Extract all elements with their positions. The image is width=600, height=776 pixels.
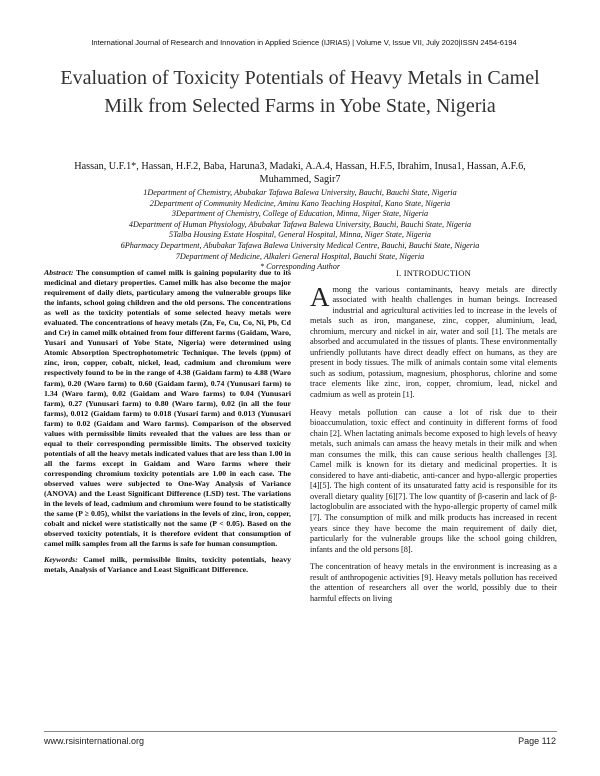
footer-page-number: Page 112 bbox=[518, 736, 556, 746]
footer-divider bbox=[44, 731, 557, 732]
drop-cap: A bbox=[310, 281, 330, 312]
introduction-column bbox=[310, 268, 557, 611]
corresponding-author-note: * Corresponding Author bbox=[259, 262, 341, 272]
affiliation-7: 7Department of Medicine, Alkaleri General Hospital, Bauchi State, Nigeria bbox=[175, 251, 425, 261]
affiliation-6: 6Pharmacy Department, Abubakar Tafawa Balewa University Medical Centre, Bauchi, Bauchi State, Nigeria bbox=[120, 240, 480, 250]
affiliation-2: 2Department of Community Medicine, Aminu Kano Teaching Hospital, Kano State, Nigeria bbox=[149, 198, 451, 208]
footer-website: www.rsisinternational.org bbox=[44, 736, 145, 746]
abstract-label: Abstract: bbox=[44, 268, 74, 277]
keywords bbox=[44, 555, 291, 575]
affiliation-4: 4Department of Human Physiology, Abubakar Tafawa Balewa University, Bauchi, Bauchi State, Nigeria bbox=[128, 219, 472, 229]
abstract-column bbox=[44, 268, 291, 581]
intro-paragraph-1 bbox=[310, 281, 557, 401]
affiliation-3: 3Department of Chemistry, College of Education, Minna, Niger State, Nigeria bbox=[171, 209, 429, 219]
intro-paragraph-2: Heavy metals pollution can cause a lot of risk due to their bioaccumulation, toxic effect and continuity in different forms of food chain [2]. When lactating animals become exposed to high levels of heavy metals, such animals can amass the heavy metals in their milk and when man consumes the milk, this can cause serious health challenges [3]. Camel milk is known for its dietary and medicinal properties. It is considered to have anti-diabetic, anti-cancer and hypo-allergic properties [4][5]. The high content of its unsaturated fatty acid is responsible for its overall dietary quality [6][7]. The low quantity of β-caserin and lack of β-lactoglobulin are associated with the hypo-allergic property of camel milk [7]. The consumption of milk and milk products has increased in recent years since they have become the main requirement of daily diet, particularly for the vulnerable groups like the school going children, infants and the old persons [8]. bbox=[310, 407, 557, 554]
journal-running-header: International Journal of Research and Innovation in Applied Science (IJRIAS) | Volume V, Issue VII, July 2020|ISSN 2454-6194 bbox=[91, 38, 517, 47]
paper-title: Evaluation of Toxicity Potentials of Heavy Metals in Camel Milk from Selected Farms in Yobe State, Nigeria bbox=[60, 67, 540, 117]
section-heading-introduction: I. INTRODUCTION bbox=[395, 268, 472, 278]
affiliation-5: 5Talba Housing Estate Hospital, General Hospital, Minna, Niger State, Nigeria bbox=[169, 230, 431, 240]
affiliation-1: 1Department of Chemistry, Abubakar Tafawa Balewa University, Bauchi, Bauchi State, Nigeria bbox=[143, 188, 457, 197]
keywords-label: Keywords: bbox=[44, 555, 78, 565]
abstract-text: The consumption of camel milk is gaining popularity due to its medicinal and dietary properties. Camel milk has also become the major requirement of daily diets, particulary among the vulnerable groups like the infants, school going children and the old persons. The concentrations as well as the toxicity potentials of some selected heavy metals were evaluated. The concentrations of heavy metals (Zn, Fe, Cu, Co, Ni, Pb, Cd and Cr) in camel milk obtained from four different farms (Gaidam, Waro, Yusari and Yunusari of Yobe State, Nigeria) were determined using Atomic Absorption Spectrophotometric Technique. The levels (ppm) of zinc, iron, copper, cobalt, nickel, lead, cadmium and chromium were respectively found to be in the range of 4.38 (Gaidam farm) to 4.88 (Waro farm), 0.20 (Waro farm) to 0.60 (Gaidam farm), 0.74 (Yunusari farm) to 1.34 (Waro farm), 0.02 (Gaidam and Waro farms) to 0.04 (Yunusari farm), 0.27 (Yunusari farm) to 0.80 (Waro farm), 0.02 (in all the four farms), 0.012 (Gaidam farm) to 0.018 (Yusari farm) and 0.013 (Yunusari farm) to 0.02 (Gaidam and Waro farms). Comparison of the observed values with permissible limits revealed that the values are less than or equal to their corresponding permissible limits. The observed toxicity potentials of all the heavy metals indicated values that are less than 1.00 in all the farms except in Gaidam and Waro farms where their corresponding chromium toxicity potentials are 1.00 in each case. The observed values were subjected to One-Way Analysis of Variance (ANOVA) and the Least Significant Difference (LSD) test. The variations in the levels of lead, cadmium and chromium were found to be statistically the same (P ≥ 0.05), whilst the variations in the levels of zinc, iron, copper, cobalt and nickel were statistically not the same (P < 0.05). Based on the observed toxicity potentials, it is therefore evident that consumption of camel milk samples from all the farms is safe for human consumption. bbox=[44, 268, 291, 549]
abstract bbox=[44, 268, 291, 549]
affiliation-list bbox=[40, 188, 560, 273]
intro-paragraph-1-text: mong the various contaminants, heavy metals are directly associated with health challenges in human beings. Increased industrial and agricultural activities led to increase in the levels of metals such as iron, manganese, zinc, copper, aluminium, lead, chromium, mercury and nickel in air, water and soil [1]. The metals are absorbed and accumulated in the tissues of plants. These environmentally unfriendly pollutants have direct deadly effect on humans, as they are present in body tissues. The milk of animals contain some vital elements such as sodium, potassium, magnesium, phosphorus, chlorine and some trace elements like zinc, iron, copper, chromium, lead, nickel and cadmium as well as protein [1]. bbox=[310, 284, 557, 400]
keywords-text: Camel milk, permissible limits, toxicity potentials, heavy metals, Analysis of Variance and Least Significant Difference. bbox=[44, 555, 291, 575]
intro-paragraph-3: The concentration of heavy metals in the environment is increasing as a result of anthropogenic activities [9]. Heavy metals pollution has received the attention of researchers all over the world, possibly due to their harmful effects on living bbox=[310, 562, 557, 603]
author-list: Hassan, U.F.1*, Hassan, H.F.2, Baba, Haruna3, Madaki, A.A.4, Hassan, H.F.5, Ibrahim, Inusa1, Hassan, A.F.6, Muhammed, Sagir7 bbox=[74, 161, 526, 185]
